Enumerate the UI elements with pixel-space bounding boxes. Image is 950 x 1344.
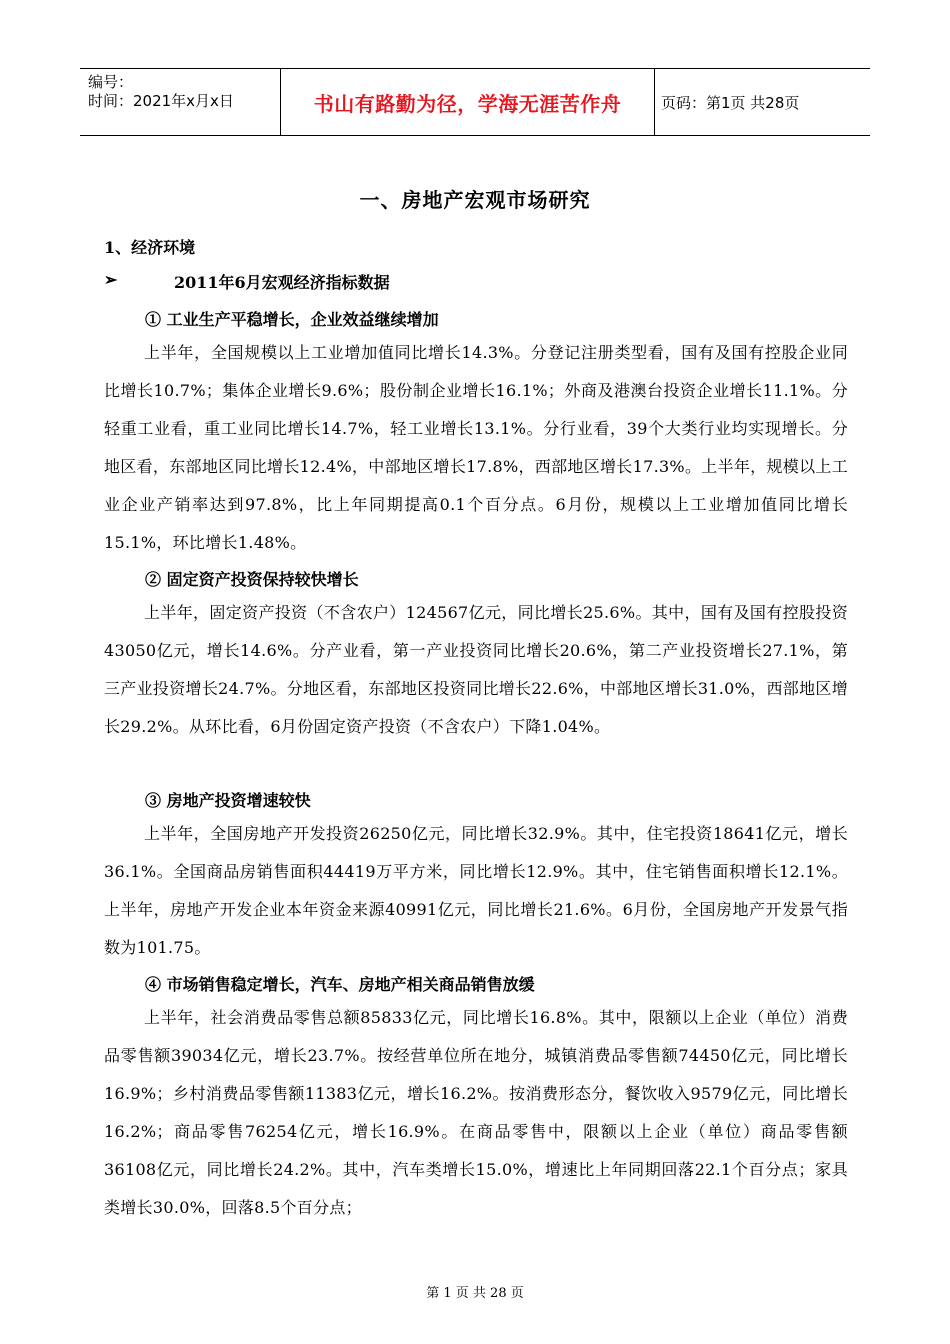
subsection-paragraph-1: 上半年，全国规模以上工业增加值同比增长14.3%。分登记注册类型看，国有及国有控股企业同比增长10.7%；集体企业增长9.6%；股份制企业增长16.1%；外商及港澳台投资企业增长11.1%。分轻重工业看，重工业同比增长14.7%，轻工业增长13.1%。分行业看，39个大类行业均实现增长。分地区看，东部地区同比增长12.4%，中部地区增长17.8%，西部地区增长17.3%。上半年，规模以上工业企业产销率达到97.8%，比上年同期提高0.1个百分点。6月份，规模以上工业增加值同比增长15.1%，环比增长1.48%。 — [104, 343, 848, 552]
subsection-heading-1: ① 工业生产平稳增长，企业效益继续增加 — [145, 310, 439, 329]
subsection-heading-3: ③ 房地产投资增速较快 — [145, 791, 311, 810]
bullet-text: 2011年6月宏观经济指标数据 — [174, 273, 390, 292]
subsection-paragraph-4: 上半年，社会消费品零售总额85833亿元，同比增长16.8%。其中，限额以上企业（单位）消费品零售额39034亿元，增长23.7%。按经营单位所在地分，城镇消费品零售额74450亿元，同比增长16.9%；乡村消费品零售额11383亿元，增长16.2%。按消费形态分，餐饮收入9579亿元，同比增长16.2%；商品零售76254亿元，增长16.9%。在商品零售中，限额以上企业（单位）商品零售额36108亿元，同比增长24.2%。其中，汽车类增长15.0%，增速比上年同期回落22.1个百分点；家具类增长30.0%，回落8.5个百分点； — [104, 1008, 848, 1217]
header-motto: 书山有路勤为径，学海无涯苦作舟 — [281, 69, 655, 135]
subsection-paragraph-2: 上半年，固定资产投资（不含农户）124567亿元，同比增长25.6%。其中，国有及国有控股投资43050亿元，增长14.6%。分产业看，第一产业投资同比增长20.6%，第二产业投资增长27.1%，第三产业投资增长24.7%。分地区看，东部地区投资同比增长22.6%，中部地区增长31.0%，西部地区增长29.2%。从环比看，6月份固定资产投资（不含农户）下降1.04%。 — [104, 603, 848, 736]
header-page-info: 页码：第1页 共28页 — [661, 93, 800, 112]
date-label: 时间：2021年x月x日 — [88, 92, 234, 110]
document-title: 一、房地产宏观市场研究 — [359, 188, 591, 212]
subsection-heading-2: ② 固定资产投资保持较快增长 — [145, 570, 359, 589]
page-footer: 第 1 页 共 28 页 — [426, 1286, 524, 1301]
number-label: 编号： — [88, 73, 134, 91]
subsection-paragraph-3: 上半年，全国房地产开发投资26250亿元，同比增长32.9%。其中，住宅投资18641亿元，增长36.1%。全国商品房销售面积44419万平方米，同比增长12.9%。其中，住宅销售面积增长12.1%。上半年，房地产开发企业本年资金来源40991亿元，同比增长21.6%。6月份，全国房地产开发景气指数为101.75。 — [104, 824, 848, 957]
section-heading: 1、经济环境 — [104, 238, 196, 257]
bullet-heading — [104, 270, 390, 293]
subsection-heading-4: ④ 市场销售稳定增长，汽车、房地产相关商品销售放缓 — [145, 975, 535, 994]
header-meta — [80, 69, 281, 135]
arrow-bullet-icon: ➢ — [104, 270, 118, 289]
page-header — [80, 68, 870, 136]
